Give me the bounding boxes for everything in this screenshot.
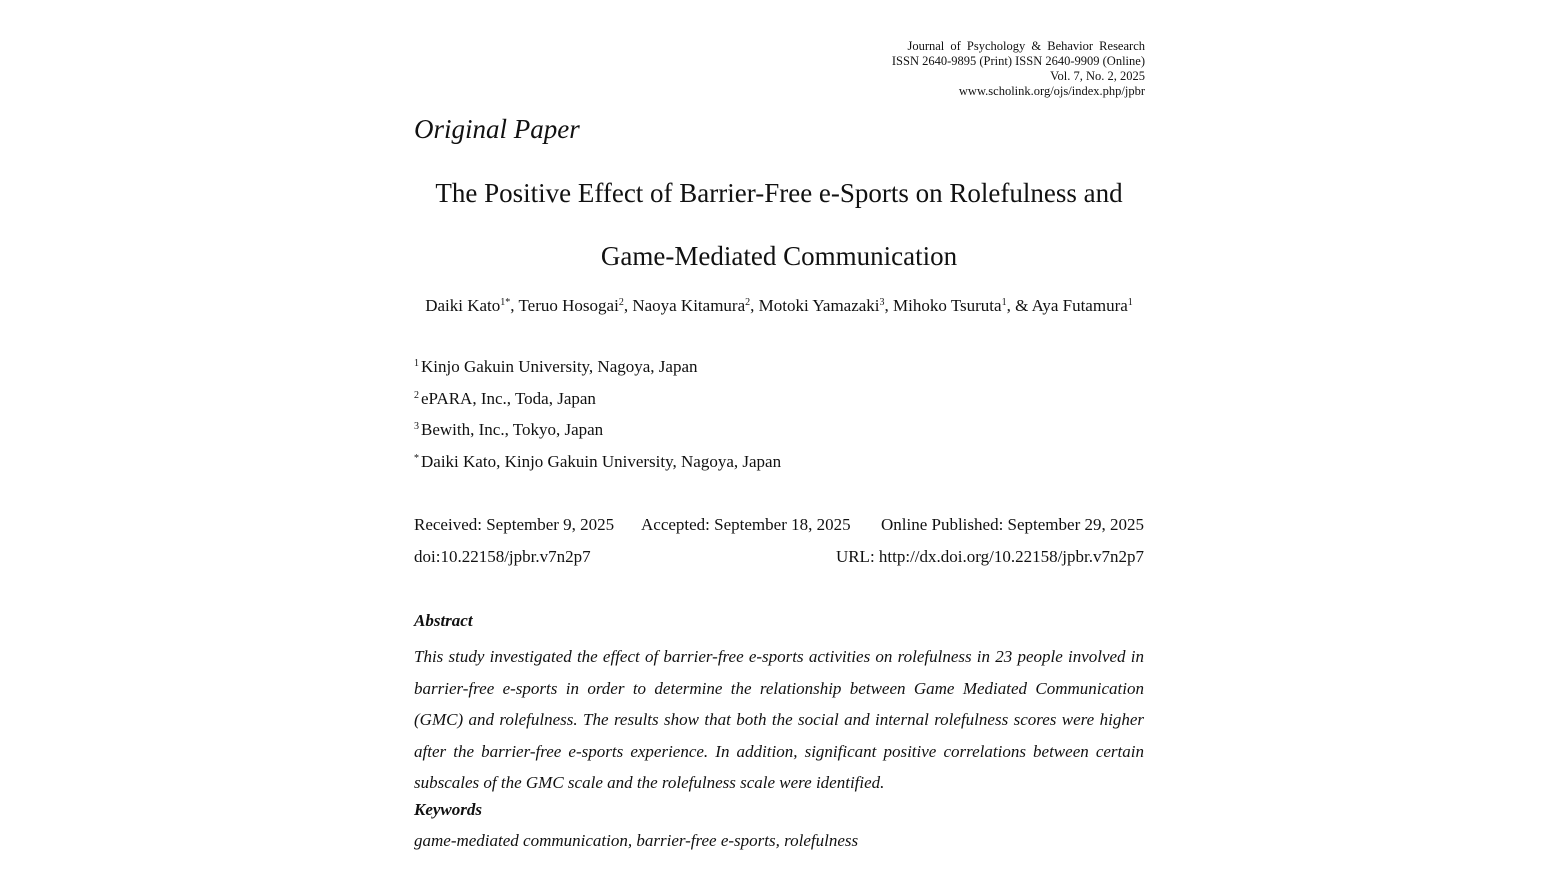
author-list: [414, 290, 1144, 321]
doi: doi:10.22158/jpbr.v7n2p7: [414, 547, 591, 566]
author: Mihoko Tsuruta$^1$, &: [893, 296, 1032, 315]
journal-issn: ISSN 2640-9895 (Print) ISSN 2640-9909 (Online): [891, 54, 1145, 68]
affiliation: [414, 357, 698, 377]
author: Daiki Kato$^{1*}$,: [425, 296, 519, 315]
abstract-heading: Abstract: [414, 611, 473, 630]
received-date: Received: September 9, 2025: [414, 515, 615, 534]
affiliation-mark: 3: [414, 421, 419, 432]
abstract-text: This study investigated the effect of barrier-free e-sports activities on rolefulness in 23 people involved in barrier-free e-sports in order to determine the relationship between Game Mediated Communication (GMC) and rolefulness. The results show that both the social and internal rolefulness scores were higher after the barrier-free e-sports experience. In addition, significant positive correlations between certain subscales of the GMC scale and the rolefulness scale were identified.: [414, 647, 1144, 793]
author: Aya Futamura$^1$: [1031, 296, 1133, 315]
journal-header: [892, 39, 1145, 99]
paper-title-line-1: The Positive Effect of Barrier-Free e-Sports on Rolefulness and: [435, 178, 1123, 208]
doi-row: [414, 547, 1144, 567]
affiliation-mark: *: [414, 453, 419, 464]
affiliation-mark: 2: [414, 390, 419, 401]
paper-title-line-2: Game-Mediated Communication: [600, 241, 958, 271]
article-type: Original Paper: [414, 114, 580, 144]
affiliation-text: Daiki Kato, Kinjo Gakuin University, Nagoya, Japan: [421, 452, 782, 471]
published-date: Online Published: September 29, 2025: [880, 515, 1144, 534]
affiliation-text: Bewith, Inc., Tokyo, Japan: [421, 420, 604, 439]
journal-name: Journal of Psychology & Behavior Research: [907, 39, 1145, 53]
affiliation-text: Kinjo Gakuin University, Nagoya, Japan: [421, 357, 698, 376]
author: Teruo Hosogai$^2$,: [518, 296, 633, 315]
corresponding-author: [414, 452, 781, 472]
publication-dates: [414, 515, 1144, 535]
affiliation: [414, 389, 596, 409]
keywords-heading: Keywords: [414, 800, 482, 819]
journal-volume: Vol. 7, No. 2, 2025: [1050, 69, 1145, 83]
journal-website[interactable]: www.scholink.org/ojs/index.php/jpbr: [958, 84, 1145, 98]
author: Motoki Yamazaki$^3$,: [758, 296, 894, 315]
affiliation: [414, 420, 603, 440]
author: Naoya Kitamura$^2$,: [632, 296, 759, 315]
keywords-text: game-mediated communication, barrier-free e-sports, rolefulness: [414, 831, 859, 850]
accepted-date: Accepted: September 18, 2025: [641, 515, 851, 534]
affiliation-mark: 1: [414, 358, 419, 369]
affiliation-text: ePARA, Inc., Toda, Japan: [421, 389, 596, 408]
doi-url-link[interactable]: URL: http://dx.doi.org/10.22158/jpbr.v7n2p7: [835, 547, 1144, 566]
